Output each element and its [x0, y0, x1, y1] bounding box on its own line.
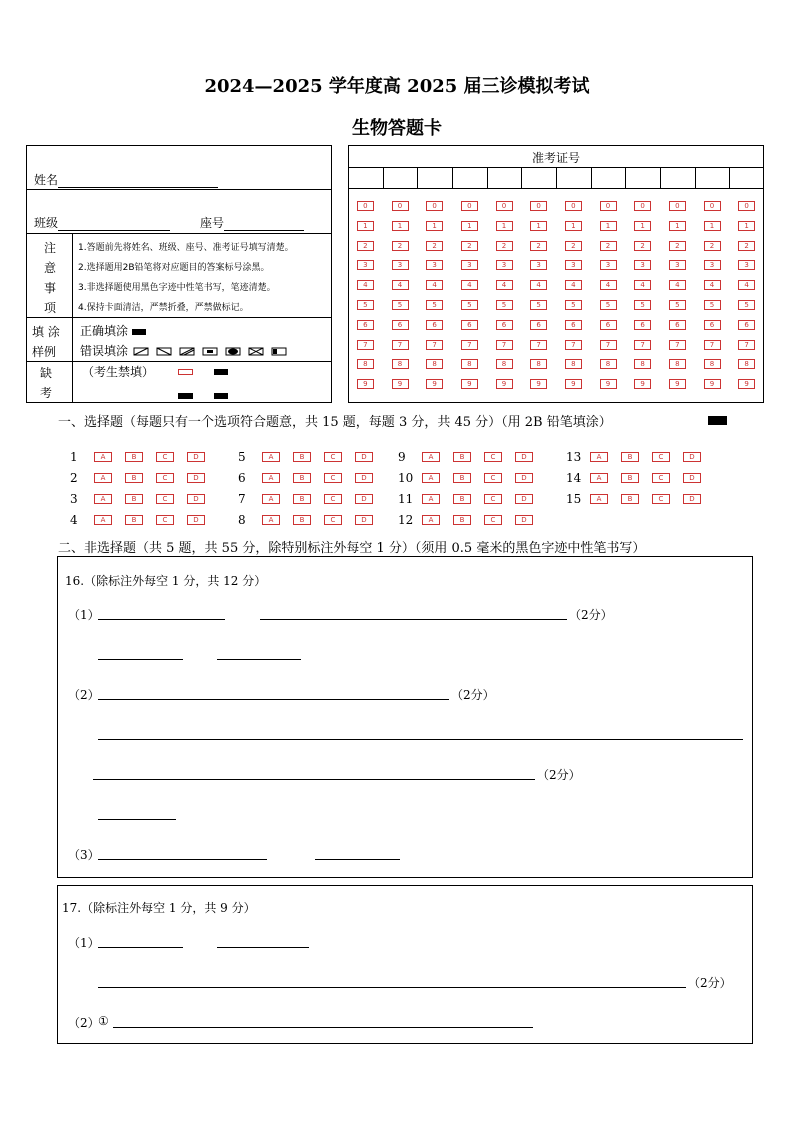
exam-id-bubble[interactable]: 0 — [634, 201, 651, 211]
exam-id-bubble[interactable]: 1 — [357, 221, 374, 231]
exam-id-bubble[interactable]: 8 — [357, 359, 374, 369]
exam-id-bubble[interactable]: 2 — [357, 241, 374, 251]
exam-id-bubble[interactable]: 4 — [704, 280, 721, 290]
mc-option-bubble[interactable]: D — [355, 494, 373, 504]
mc-question-row — [566, 446, 714, 465]
exam-id-bubble[interactable]: 1 — [426, 221, 443, 231]
q17-score-note: （2分） — [688, 976, 732, 990]
mc-option-bubble[interactable]: C — [484, 452, 502, 462]
notes-label: 注 意 事 项 — [43, 241, 56, 315]
exam-id-bubble[interactable]: 2 — [669, 241, 686, 251]
mc-option-bubble[interactable]: C — [156, 494, 174, 504]
exam-id-digit-cell[interactable] — [454, 170, 485, 186]
mc-question-row — [238, 467, 386, 486]
mc-option-bubble[interactable]: A — [422, 473, 440, 483]
exam-id-bubble[interactable]: 7 — [461, 340, 478, 350]
exam-id-digit-cell[interactable] — [350, 170, 381, 186]
exam-id-digit-cell[interactable] — [385, 170, 416, 186]
mc-option-bubble[interactable]: C — [324, 515, 342, 525]
wrong-fill-label: 错误填涂 — [80, 344, 129, 358]
exam-id-bubble[interactable]: 1 — [392, 221, 409, 231]
mc-option-bubble[interactable]: C — [652, 494, 670, 504]
exam-id-bubble[interactable]: 9 — [565, 379, 582, 389]
exam-id-bubble[interactable]: 4 — [738, 280, 755, 290]
exam-id-bubble[interactable]: 2 — [530, 241, 547, 251]
exam-id-bubble[interactable]: 4 — [565, 280, 582, 290]
exam-id-bubble[interactable]: 9 — [530, 379, 547, 389]
mc-option-bubble[interactable]: C — [484, 515, 502, 525]
exam-id-bubble[interactable]: 1 — [738, 221, 755, 231]
exam-id-bubble[interactable]: 2 — [565, 241, 582, 251]
mc-option-bubble[interactable]: D — [355, 452, 373, 462]
exam-id-bubble[interactable]: 5 — [496, 300, 513, 310]
exam-title: 2024—2025 学年度高 2025 届三诊模拟考试 — [204, 76, 590, 97]
exam-id-bubble[interactable]: 5 — [738, 300, 755, 310]
exam-id-bubble[interactable]: 0 — [600, 201, 617, 211]
exam-id-bubble[interactable]: 6 — [600, 320, 617, 330]
name-label: 姓名 — [34, 173, 59, 187]
mc-question-row — [70, 488, 218, 507]
exam-id-bubble[interactable]: 6 — [565, 320, 582, 330]
exam-id-bubble[interactable]: 6 — [392, 320, 409, 330]
exam-id-bubble[interactable]: 5 — [669, 300, 686, 310]
mc-option-bubble[interactable]: B — [125, 452, 143, 462]
exam-id-bubble[interactable]: 8 — [565, 359, 582, 369]
answer-line[interactable] — [98, 726, 743, 740]
exam-id-bubble[interactable]: 9 — [392, 379, 409, 389]
exam-id-bubble[interactable]: 1 — [496, 221, 513, 231]
answer-line[interactable] — [98, 846, 267, 860]
note-item: 2.选择题用2B铅笔将对应题目的答案标号涂黑。 — [78, 263, 270, 273]
exam-id-bubble[interactable]: 3 — [392, 260, 409, 270]
fill-sample-label: 填 涂 样例 — [32, 325, 60, 359]
exam-id-bubble[interactable]: 3 — [426, 260, 443, 270]
exam-id-bubble[interactable]: 2 — [496, 241, 513, 251]
exam-id-digit-cell[interactable] — [523, 170, 554, 186]
exam-id-bubble[interactable]: 6 — [634, 320, 651, 330]
mc-question-number: 5 — [238, 450, 246, 464]
absent-bubble[interactable] — [178, 369, 193, 375]
mc-option-bubble[interactable]: C — [324, 494, 342, 504]
exam-id-bubble[interactable]: 3 — [496, 260, 513, 270]
mc-question-row — [398, 467, 546, 486]
exam-id-bubble[interactable]: 7 — [738, 340, 755, 350]
mc-option-bubble[interactable]: A — [590, 473, 608, 483]
q16-score-note: （2分） — [569, 608, 613, 622]
exam-id-bubble[interactable]: 5 — [426, 300, 443, 310]
mc-option-bubble[interactable]: C — [156, 452, 174, 462]
mc-option-bubble[interactable]: D — [187, 515, 205, 525]
exam-id-bubble[interactable]: 2 — [426, 241, 443, 251]
exam-id-bubble[interactable]: 3 — [530, 260, 547, 270]
locator-mark — [178, 393, 193, 399]
mc-option-bubble[interactable]: D — [187, 473, 205, 483]
exam-id-bubble[interactable]: 5 — [461, 300, 478, 310]
exam-id-bubble[interactable]: 5 — [357, 300, 374, 310]
mc-option-bubble[interactable]: A — [94, 515, 112, 525]
exam-id-bubble[interactable]: 9 — [738, 379, 755, 389]
exam-id-bubble[interactable]: 3 — [738, 260, 755, 270]
mc-question-row — [566, 488, 714, 507]
mc-question-row — [398, 509, 546, 528]
exam-id-bubble[interactable]: 7 — [704, 340, 721, 350]
q17-title: 17.（除标注外每空 1 分，共 9 分） — [62, 901, 256, 915]
exam-id-bubble[interactable]: 0 — [461, 201, 478, 211]
exam-id-bubble[interactable]: 6 — [426, 320, 443, 330]
mc-question-row — [70, 467, 218, 486]
q16-title: 16.（除标注外每空 1 分，共 12 分） — [65, 574, 267, 588]
exam-id-bubble[interactable]: 6 — [704, 320, 721, 330]
exam-id-bubble[interactable]: 9 — [600, 379, 617, 389]
correct-fill-mark — [132, 329, 146, 335]
q16-part3-label: （3） — [68, 848, 100, 862]
mc-question-number: 3 — [70, 492, 78, 506]
section1-heading: 一、选择题（每题只有一个选项符合题意，共 15 题，每题 3 分，共 45 分）（用 2B 铅笔填涂） — [58, 415, 612, 430]
exam-id-bubble[interactable]: 7 — [496, 340, 513, 350]
exam-id-bubble[interactable]: 4 — [461, 280, 478, 290]
exam-id-title: 准考证号 — [531, 151, 580, 165]
answer-line[interactable] — [217, 646, 301, 660]
seat-field[interactable] — [200, 214, 304, 231]
exam-id-bubble[interactable]: 1 — [634, 221, 651, 231]
exam-id-bubble[interactable]: 7 — [634, 340, 651, 350]
exam-id-bubble[interactable]: 7 — [357, 340, 374, 350]
exam-id-bubble[interactable]: 7 — [669, 340, 686, 350]
mc-option-bubble[interactable]: A — [590, 494, 608, 504]
exam-id-bubble[interactable]: 0 — [357, 201, 374, 211]
locator-mark — [214, 369, 228, 375]
exam-id-bubble[interactable]: 9 — [496, 379, 513, 389]
exam-id-bubble[interactable]: 8 — [530, 359, 547, 369]
mc-question-number: 13 — [566, 450, 582, 464]
exam-id-bubble[interactable]: 9 — [461, 379, 478, 389]
exam-id-bubble[interactable]: 0 — [669, 201, 686, 211]
exam-id-bubble[interactable]: 3 — [461, 260, 478, 270]
exam-id-bubble[interactable]: 2 — [461, 241, 478, 251]
exam-id-bubble[interactable]: 1 — [600, 221, 617, 231]
exam-id-bubble[interactable]: 3 — [357, 260, 374, 270]
card-subtitle: 生物答题卡 — [352, 118, 442, 139]
exam-id-digit-cell[interactable] — [419, 170, 450, 186]
exam-id-bubble[interactable]: 4 — [357, 280, 374, 290]
exam-id-bubble[interactable]: 8 — [426, 359, 443, 369]
exam-id-bubble[interactable]: 6 — [530, 320, 547, 330]
seat-label: 座号 — [200, 216, 225, 230]
mc-option-bubble[interactable]: D — [683, 473, 701, 483]
exam-id-bubble[interactable]: 0 — [565, 201, 582, 211]
exam-id-bubble[interactable]: 0 — [530, 201, 547, 211]
exam-id-bubble[interactable]: 5 — [392, 300, 409, 310]
notes-list — [78, 238, 328, 318]
exam-id-bubble[interactable]: 0 — [496, 201, 513, 211]
mc-option-bubble[interactable]: A — [262, 515, 280, 525]
mc-question-number: 15 — [566, 492, 582, 506]
mc-option-bubble[interactable]: B — [453, 473, 471, 483]
mc-option-bubble[interactable]: A — [422, 452, 440, 462]
q16-score-note: （2分） — [451, 688, 495, 702]
exam-id-bubble[interactable]: 5 — [530, 300, 547, 310]
mc-option-bubble[interactable]: A — [422, 515, 440, 525]
exam-id-bubble[interactable]: 0 — [738, 201, 755, 211]
correct-fill-row — [80, 322, 146, 339]
locator-mark — [708, 416, 727, 425]
exam-id-bubble[interactable]: 3 — [669, 260, 686, 270]
q16-part2-label: （2） — [68, 688, 100, 702]
q17-circle-marker: ① — [98, 1014, 109, 1028]
answer-line[interactable] — [217, 934, 309, 948]
mc-option-bubble[interactable]: D — [355, 473, 373, 483]
q17-part2-label: （2） — [68, 1016, 100, 1030]
mc-question-row — [398, 446, 546, 465]
note-item: 1.答题前先将姓名、班级、座号、准考证号填写清楚。 — [78, 243, 294, 253]
mc-question-number: 8 — [238, 513, 246, 527]
exam-id-digit-cell[interactable] — [731, 170, 762, 186]
exam-id-bubble[interactable]: 2 — [634, 241, 651, 251]
mc-question-row — [566, 467, 714, 486]
exam-id-bubble[interactable]: 0 — [704, 201, 721, 211]
mc-option-bubble[interactable]: A — [590, 452, 608, 462]
absent-note: （考生禁填） — [82, 365, 155, 379]
exam-id-bubble[interactable]: 0 — [392, 201, 409, 211]
mc-question-row — [238, 509, 386, 528]
mc-option-bubble[interactable]: B — [125, 515, 143, 525]
exam-id-bubble[interactable]: 4 — [634, 280, 651, 290]
mc-option-bubble[interactable]: D — [187, 452, 205, 462]
mc-option-bubble[interactable]: A — [262, 452, 280, 462]
exam-id-digit-cell[interactable] — [489, 170, 520, 186]
exam-id-bubble[interactable]: 2 — [738, 241, 755, 251]
correct-fill-label: 正确填涂 — [80, 324, 129, 338]
mc-option-bubble[interactable]: D — [187, 494, 205, 504]
mc-option-bubble[interactable]: C — [484, 473, 502, 483]
note-item: 4.保持卡面清洁，严禁折叠，严禁做标记。 — [78, 303, 249, 313]
mc-option-bubble[interactable]: D — [355, 515, 373, 525]
mc-option-bubble[interactable]: C — [156, 473, 174, 483]
section2-heading: 二、非选择题（共 5 题，共 55 分，除特别标注外每空 1 分）（须用 0.5 毫米的黑色字迹中性笔书写） — [58, 541, 646, 556]
mc-option-bubble[interactable]: C — [484, 494, 502, 504]
mc-question-number: 7 — [238, 492, 246, 506]
mc-question-number: 10 — [398, 471, 414, 485]
class-label: 班级 — [34, 216, 59, 230]
exam-id-bubble[interactable]: 8 — [496, 359, 513, 369]
mc-question-row — [70, 509, 218, 528]
mc-question-row — [238, 446, 386, 465]
exam-id-bubble[interactable]: 4 — [530, 280, 547, 290]
exam-id-bubble[interactable]: 8 — [392, 359, 409, 369]
mc-option-bubble[interactable]: D — [515, 515, 533, 525]
mc-option-bubble[interactable]: D — [515, 452, 533, 462]
exam-id-bubble[interactable]: 5 — [565, 300, 582, 310]
exam-id-bubble[interactable]: 3 — [565, 260, 582, 270]
q16-score-note: （2分） — [537, 768, 581, 782]
exam-id-bubble[interactable]: 4 — [392, 280, 409, 290]
note-item: 3.非选择题使用黑色字迹中性笔书写，笔迹清楚。 — [78, 283, 276, 293]
exam-id-bubble[interactable]: 4 — [669, 280, 686, 290]
mc-option-bubble[interactable]: C — [324, 452, 342, 462]
mc-option-bubble[interactable]: A — [422, 494, 440, 504]
mc-question-number: 9 — [398, 450, 406, 464]
mc-question-number: 2 — [70, 471, 78, 485]
exam-id-bubble[interactable]: 7 — [600, 340, 617, 350]
exam-id-bubble[interactable]: 9 — [426, 379, 443, 389]
exam-id-bubble[interactable]: 7 — [565, 340, 582, 350]
mc-option-bubble[interactable]: C — [652, 473, 670, 483]
name-field[interactable] — [34, 171, 218, 188]
exam-id-bubble[interactable]: 9 — [357, 379, 374, 389]
exam-id-bubble[interactable]: 9 — [634, 379, 651, 389]
exam-id-bubble[interactable]: 9 — [669, 379, 686, 389]
mc-option-bubble[interactable]: D — [683, 494, 701, 504]
answer-line[interactable] — [98, 606, 225, 620]
wrong-fill-row — [80, 342, 302, 359]
mc-option-bubble[interactable]: C — [324, 473, 342, 483]
exam-id-bubble[interactable]: 7 — [392, 340, 409, 350]
exam-id-bubble[interactable]: 1 — [704, 221, 721, 231]
exam-id-bubble[interactable]: 1 — [530, 221, 547, 231]
mc-question-row — [70, 446, 218, 465]
exam-id-bubble[interactable]: 9 — [704, 379, 721, 389]
mc-question-number: 12 — [398, 513, 414, 527]
mc-option-bubble[interactable]: C — [156, 515, 174, 525]
exam-id-bubble[interactable]: 6 — [496, 320, 513, 330]
exam-id-bubble[interactable]: 5 — [634, 300, 651, 310]
exam-id-bubble[interactable]: 6 — [461, 320, 478, 330]
exam-id-digit-cell[interactable] — [558, 170, 589, 186]
q16-answer-box — [57, 556, 753, 878]
class-field[interactable] — [34, 214, 170, 231]
exam-id-bubble[interactable]: 8 — [704, 359, 721, 369]
mc-option-bubble[interactable]: A — [262, 473, 280, 483]
exam-id-bubble[interactable]: 7 — [426, 340, 443, 350]
exam-id-bubble[interactable]: 8 — [600, 359, 617, 369]
mc-question-number: 14 — [566, 471, 582, 485]
exam-id-bubble[interactable]: 6 — [738, 320, 755, 330]
exam-id-digit-cell[interactable] — [662, 170, 693, 186]
mc-option-bubble[interactable]: A — [94, 494, 112, 504]
answer-line[interactable] — [113, 1014, 533, 1028]
exam-id-bubble[interactable]: 0 — [426, 201, 443, 211]
exam-id-bubble[interactable]: 1 — [669, 221, 686, 231]
q16-part1-label: （1） — [68, 608, 100, 622]
mc-option-bubble[interactable]: A — [262, 494, 280, 504]
exam-id-bubble[interactable]: 7 — [530, 340, 547, 350]
exam-id-bubble[interactable]: 8 — [738, 359, 755, 369]
exam-id-bubble[interactable]: 6 — [669, 320, 686, 330]
mc-option-bubble[interactable]: B — [621, 494, 639, 504]
q17-part1-label: （1） — [68, 936, 100, 950]
mc-option-bubble[interactable]: B — [293, 515, 311, 525]
exam-id-bubble[interactable]: 5 — [600, 300, 617, 310]
answer-line[interactable] — [93, 766, 535, 780]
exam-id-digit-cell[interactable] — [593, 170, 624, 186]
exam-id-bubble[interactable]: 8 — [669, 359, 686, 369]
exam-id-bubble[interactable]: 5 — [704, 300, 721, 310]
answer-line[interactable] — [98, 974, 686, 988]
mc-option-bubble[interactable]: D — [683, 452, 701, 462]
mc-option-bubble[interactable]: B — [453, 452, 471, 462]
mc-question-number: 6 — [238, 471, 246, 485]
exam-id-digit-cell[interactable] — [697, 170, 728, 186]
exam-id-bubble[interactable]: 2 — [600, 241, 617, 251]
answer-line[interactable] — [260, 606, 567, 620]
mc-option-bubble[interactable]: B — [453, 494, 471, 504]
mc-option-bubble[interactable]: D — [515, 473, 533, 483]
exam-id-bubble[interactable]: 4 — [426, 280, 443, 290]
exam-id-digit-cell[interactable] — [627, 170, 658, 186]
mc-option-bubble[interactable]: B — [125, 494, 143, 504]
mc-option-bubble[interactable]: C — [652, 452, 670, 462]
exam-id-bubble[interactable]: 6 — [357, 320, 374, 330]
exam-id-bubble[interactable]: 4 — [496, 280, 513, 290]
mc-option-bubble[interactable]: B — [125, 473, 143, 483]
mc-option-bubble[interactable]: B — [293, 452, 311, 462]
exam-id-bubble[interactable]: 2 — [704, 241, 721, 251]
exam-id-bubble[interactable]: 3 — [634, 260, 651, 270]
mc-option-bubble[interactable]: B — [293, 473, 311, 483]
exam-id-bubble[interactable]: 4 — [600, 280, 617, 290]
exam-id-bubble[interactable]: 3 — [600, 260, 617, 270]
mc-option-bubble[interactable]: A — [94, 452, 112, 462]
mc-question-number: 11 — [398, 492, 414, 506]
mc-question-row — [398, 488, 546, 507]
mc-option-bubble[interactable]: D — [515, 494, 533, 504]
locator-mark — [214, 393, 228, 399]
mc-option-bubble[interactable]: B — [621, 452, 639, 462]
exam-id-bubble[interactable]: 2 — [392, 241, 409, 251]
mc-option-bubble[interactable]: A — [94, 473, 112, 483]
answer-line[interactable] — [98, 934, 183, 948]
wrong-fill-marks — [132, 347, 302, 357]
exam-id-bubble[interactable]: 3 — [704, 260, 721, 270]
mc-option-bubble[interactable]: B — [453, 515, 471, 525]
absent-label: 缺 考 — [40, 366, 53, 400]
mc-question-row — [238, 488, 386, 507]
exam-id-bubble[interactable]: 1 — [565, 221, 582, 231]
mc-option-bubble[interactable]: B — [293, 494, 311, 504]
mc-option-bubble[interactable]: B — [621, 473, 639, 483]
answer-line[interactable] — [98, 646, 183, 660]
exam-id-bubble[interactable]: 1 — [461, 221, 478, 231]
answer-line[interactable] — [98, 806, 176, 820]
exam-id-bubble[interactable]: 8 — [634, 359, 651, 369]
mc-question-number: 4 — [70, 513, 78, 527]
exam-id-bubble[interactable]: 8 — [461, 359, 478, 369]
answer-line[interactable] — [98, 686, 449, 700]
mc-question-number: 1 — [70, 450, 78, 464]
answer-line[interactable] — [315, 846, 400, 860]
